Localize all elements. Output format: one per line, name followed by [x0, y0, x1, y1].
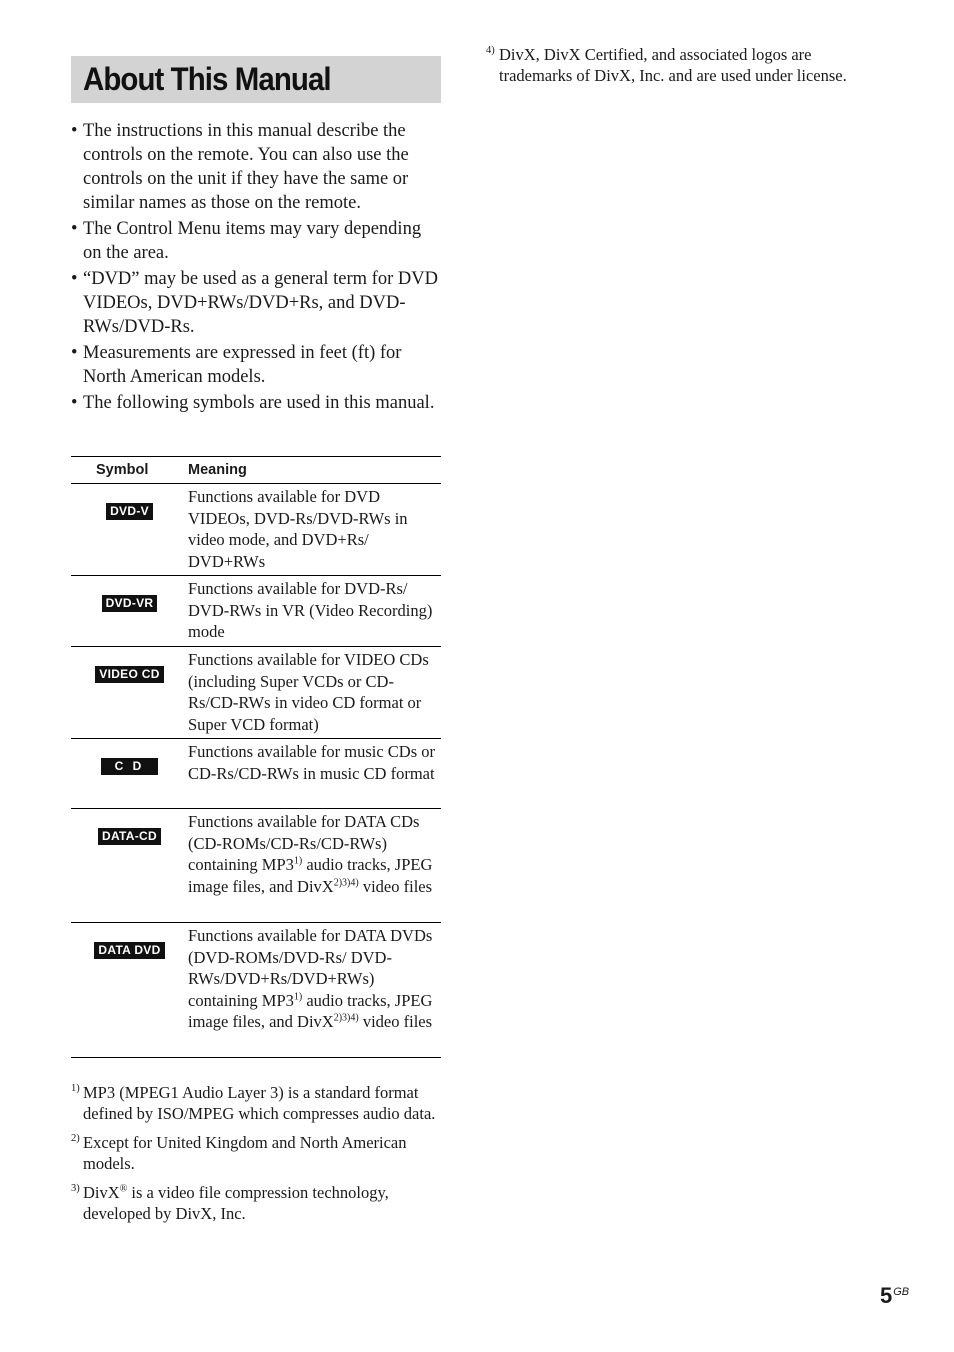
list-item: • The following symbols are used in this manual. [71, 393, 435, 413]
footnote-2: 2) Except for United Kingdom and North American models. [71, 1133, 407, 1173]
page-number: $5^{GB}$ [880, 1283, 910, 1308]
table-row [71, 576, 441, 647]
bullet-list [71, 119, 443, 417]
footnote-1: 1) MP3 (MPEG1 Audio Layer 3) is a standard format defined by ISO/MPEG which compresses audio data. [71, 1083, 436, 1123]
data-cd-badge: DATA-CD [98, 828, 161, 845]
table-header [71, 457, 441, 484]
header-symbol: Symbol [96, 462, 149, 478]
meaning-cell: Functions available for DVD-Rs/ DVD-RWs in VR (Video Recording) mode [188, 579, 433, 642]
symbol-table [71, 456, 441, 1058]
page-suffix: GB [893, 1285, 910, 1298]
footnote-3: 3) DivX® is a video file compression technology, developed by DivX, Inc. [71, 1183, 389, 1223]
footnote-4: 4) DivX, DivX Certified, and associated logos are trademarks of DivX, Inc. and are used under license. [486, 45, 847, 85]
list-item: • Measurements are expressed in feet (ft) for North American models. [71, 343, 402, 387]
cd-badge: C D [101, 758, 159, 775]
data-dvd-badge: DATA DVD [94, 942, 164, 959]
table-row [71, 484, 441, 576]
bullet-dot: • [71, 121, 78, 141]
bullet-dot: • [71, 269, 78, 289]
bullet-dot: • [71, 343, 78, 363]
meaning-cell: Functions available for DATA CDs (CD-ROMs/CD-Rs/CD-RWs) containing MP3$^{1)}$ audio tracks, JPEG image files, and DivX$^{2)3)4)}$ video files [188, 812, 433, 896]
page-title: About This Manual [83, 61, 331, 97]
table-row [71, 923, 441, 1057]
dvd-vr-badge: DVD-VR [102, 595, 158, 612]
table-row [71, 739, 441, 809]
list-item: • The Control Menu items may vary depending on the area. [71, 219, 422, 263]
meaning-cell: Functions available for music CDs or CD-Rs/CD-RWs in music CD format [188, 742, 436, 783]
meaning-cell: Functions available for DATA DVDs (DVD-ROMs/DVD-Rs/ DVD-RWs/DVD+Rs/DVD+RWs) containing MP3$^{1)}$ audio tracks, JPEG image files, and DivX$^{2)3)4)}$ video files [188, 926, 433, 1032]
list-item: • The instructions in this manual describe the controls on the remote. You can also use the controls on the unit if they have the same or similar names as those on the remote. [71, 121, 409, 213]
table-row [71, 809, 441, 923]
dvd-v-badge: DVD-V [106, 503, 153, 520]
list-item: • “DVD” may be used as a general term for DVD VIDEOs, DVD+RWs/DVD+Rs, and DVD-RWs/DVD-Rs. [71, 269, 438, 337]
footnotes [71, 1082, 446, 1232]
header-meaning: Meaning [188, 462, 247, 478]
meaning-cell: Functions available for DVD VIDEOs, DVD-Rs/DVD-RWs in video mode, and DVD+Rs/ DVD+RWs [188, 487, 408, 571]
table-row [71, 647, 441, 739]
section-heading-box [71, 56, 441, 103]
bullet-dot: • [71, 219, 78, 239]
meaning-cell: Functions available for VIDEO CDs (including Super VCDs or CD-Rs/CD-RWs in video CD format or Super VCD format) [188, 650, 429, 734]
video-cd-badge: VIDEO CD [95, 666, 163, 683]
bullet-dot: • [71, 393, 78, 413]
